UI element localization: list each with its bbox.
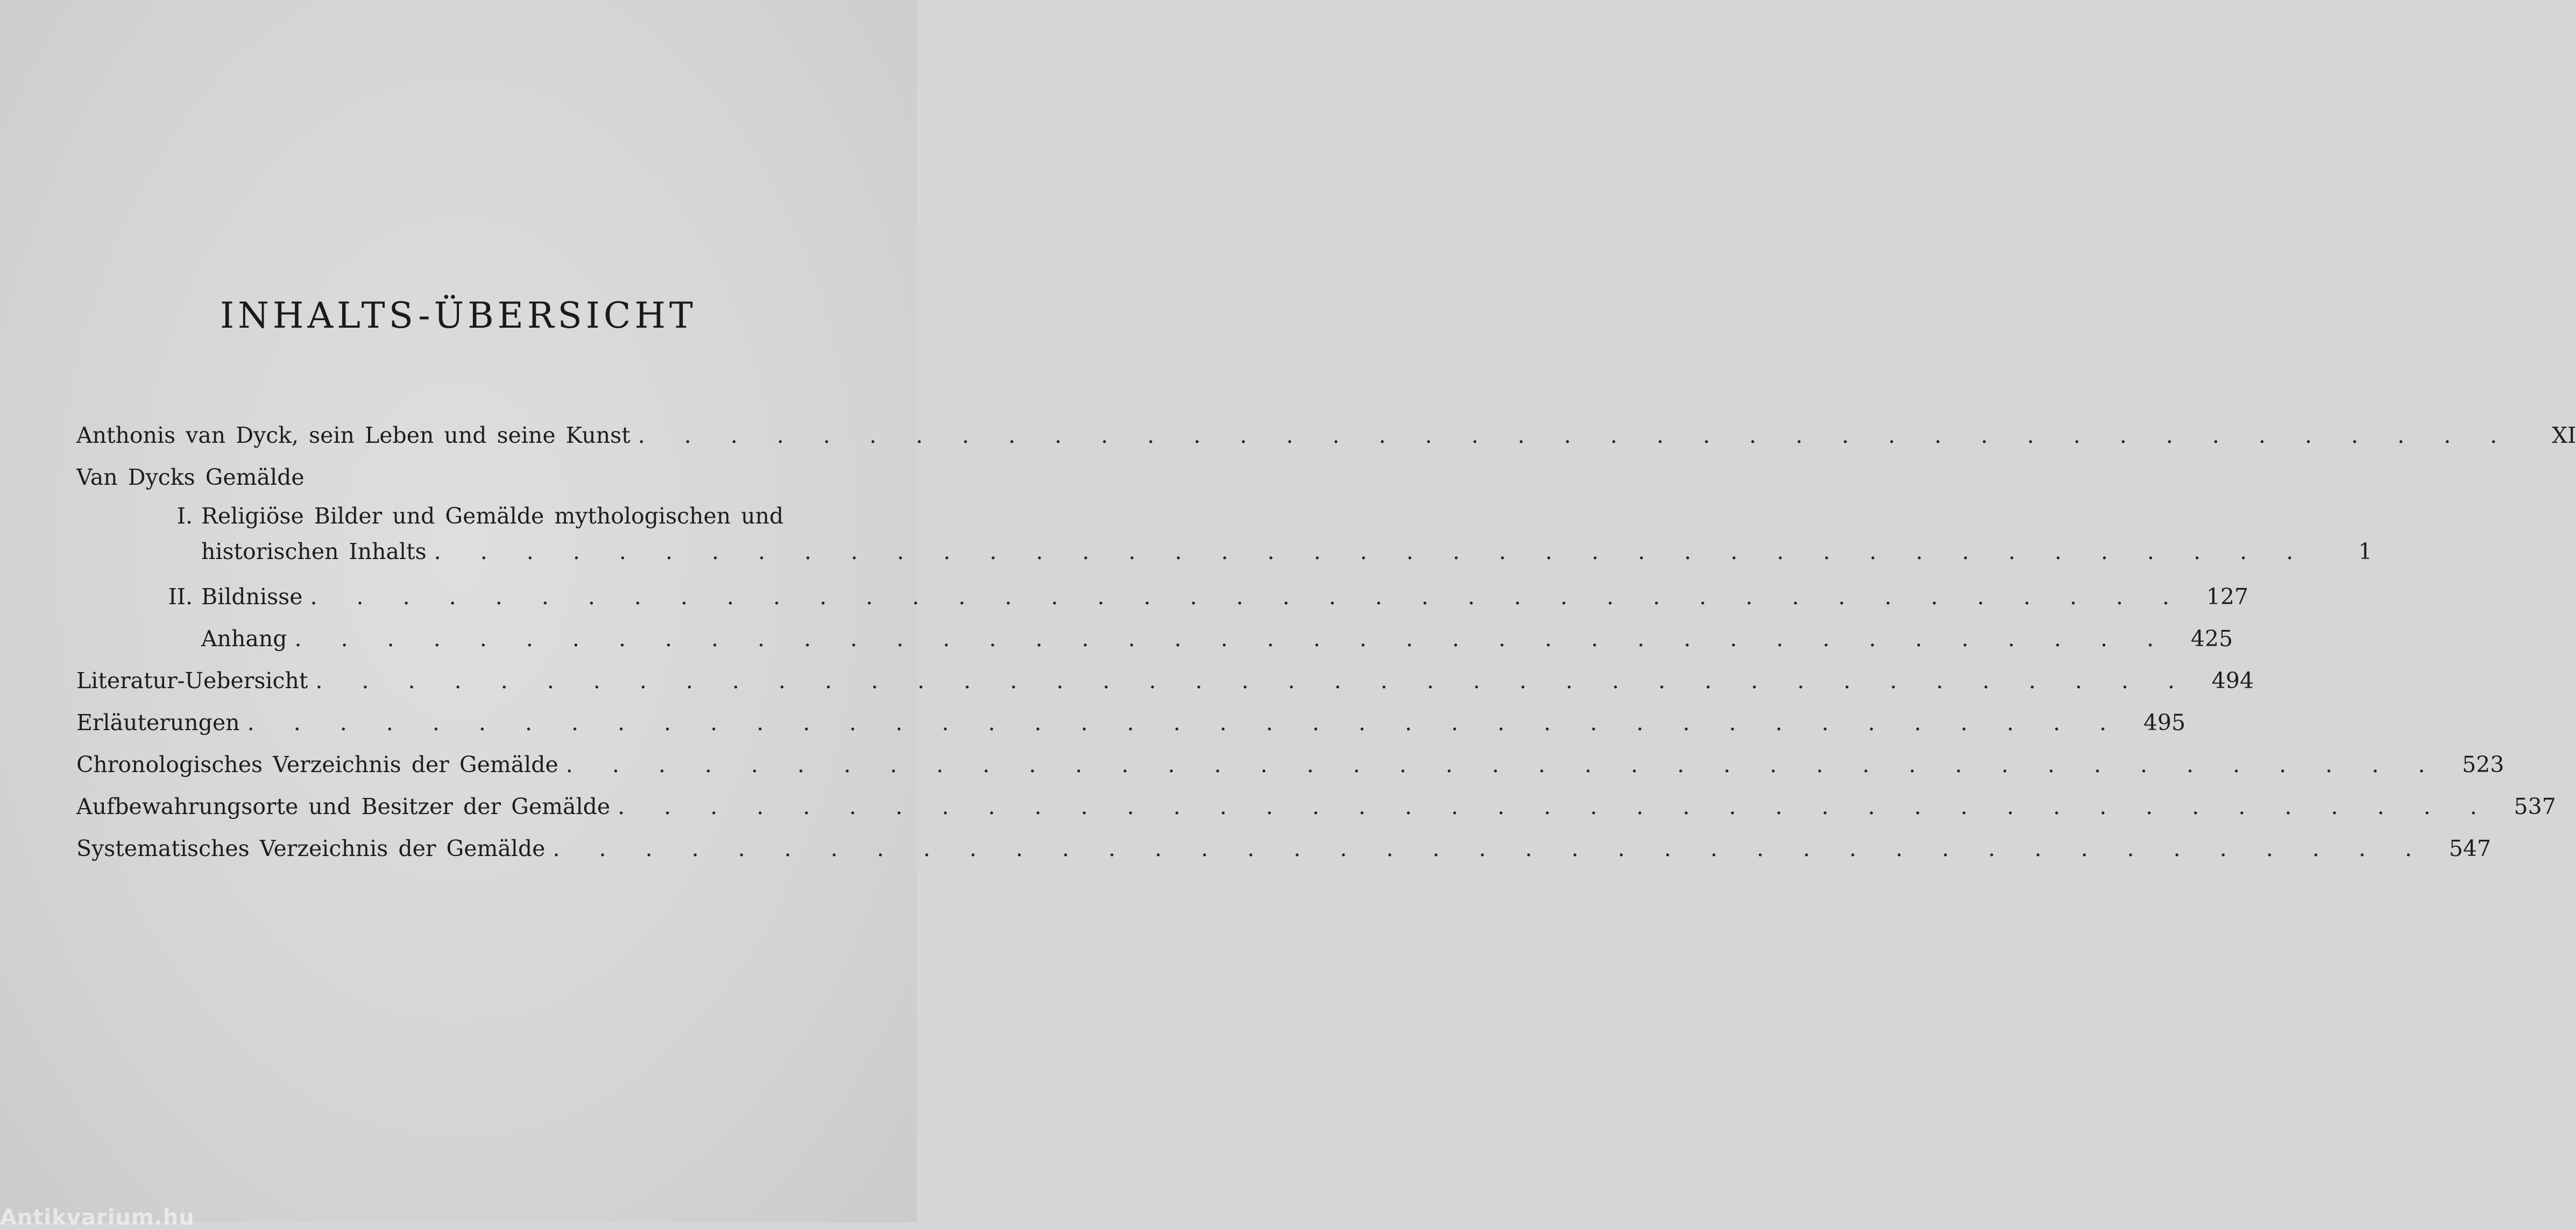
toc-entry-label: Systematisches Verzeichnis der Gemälde: [76, 836, 546, 861]
toc-numeral: II.: [168, 584, 193, 610]
toc-page-number: 547: [2448, 836, 2492, 861]
toc-page-number: 425: [2190, 626, 2233, 652]
toc-entry-gemaelde: [76, 456, 847, 498]
dot-leader: . . . . . . . . . . . . . . . . . . . . . . . . . . . . . . . . . . . . . . . . .: [247, 710, 2121, 736]
toc-entry-literatur: [76, 660, 2254, 702]
dot-leader: . . . . . . . . . . . . . . . . . . . . . . . . . . . . . . . . . . . . . . . . .: [434, 539, 2308, 564]
toc-entry-label: Van Dycks Gemälde: [76, 464, 305, 490]
toc-page-number: 537: [2514, 794, 2556, 819]
toc-page-number: XI: [2551, 422, 2576, 448]
toc-entry-systematisch: [76, 828, 2492, 870]
toc-entry-label: Literatur-Uebersicht: [76, 668, 308, 694]
toc-entry-bildnisse: [76, 576, 2249, 618]
toc-entry-label: Erläuterungen: [76, 710, 240, 736]
toc-numeral: I.: [176, 503, 193, 529]
toc-entry-label-line2: historischen Inhalts: [201, 539, 427, 564]
toc-entry-chronologisch: [76, 744, 2504, 786]
toc-page-number: 523: [2462, 752, 2504, 777]
toc-entry-religioese-cont: [76, 534, 2373, 569]
dot-leader: . . . . . . . . . . . . . . . . . . . . . . . . . . . . . . . . . . . . . . . . .: [565, 752, 2440, 777]
table-of-contents: [76, 414, 2576, 870]
toc-entry-label: Anthonis van Dyck, sein Leben und seine Kunst: [76, 422, 631, 448]
watermark: Antikvarium.hu: [0, 1205, 195, 1230]
dot-leader: . . . . . . . . . . . . . . . . . . . . . . . . . . . . . . . . . . . . . . . . .: [638, 422, 2512, 448]
toc-entry-leben: [76, 414, 2576, 456]
toc-entry-label-line1: Religiöse Bilder und Gemälde mythologischen und: [201, 503, 784, 529]
toc-page-number: 1: [2358, 539, 2373, 564]
page-title: INHALTS-ÜBERSICHT: [220, 295, 697, 336]
toc-entry-label: [168, 576, 303, 618]
toc-entry-aufbewahrung: [76, 786, 2556, 828]
dot-leader: . . . . . . . . . . . . . . . . . . . . . . . . . . . . . . . . . . . . . . . . .: [310, 584, 2184, 610]
toc-entry-text: Bildnisse: [201, 584, 303, 610]
toc-entry-label: [176, 498, 784, 534]
toc-entry-label: Anhang: [201, 626, 287, 652]
dot-leader: . . . . . . . . . . . . . . . . . . . . . . . . . . . . . . . . . . . . . . . . .: [618, 794, 2492, 819]
toc-page-number: 495: [2143, 710, 2186, 736]
toc-entry-anhang: [76, 618, 2233, 660]
toc-entry-religioese: [76, 498, 847, 534]
toc-entry-label: Chronologisches Verzeichnis der Gemälde: [76, 752, 558, 777]
dot-leader: . . . . . . . . . . . . . . . . . . . . . . . . . . . . . . . . . . . . . . . . .: [294, 626, 2169, 652]
dot-leader: . . . . . . . . . . . . . . . . . . . . . . . . . . . . . . . . . . . . . . . . .: [553, 836, 2427, 861]
dot-leader: . . . . . . . . . . . . . . . . . . . . . . . . . . . . . . . . . . . . . . . . .: [315, 668, 2190, 694]
toc-page-number: 494: [2211, 668, 2254, 694]
toc-entry-erlaeuterungen: [76, 702, 2186, 744]
toc-page-number: 127: [2206, 584, 2249, 610]
toc-entry-label: Aufbewahrungsorte und Besitzer der Gemälde: [76, 794, 611, 819]
